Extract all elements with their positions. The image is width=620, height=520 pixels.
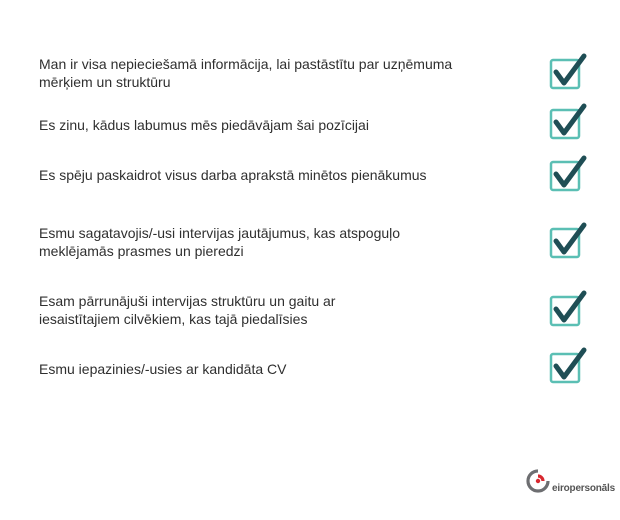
brand-name: eiropersonāls bbox=[552, 483, 615, 494]
checklist-item-1-text: Man ir visa nepieciešamā informācija, lai pastāstītu par uzņēmuma mērķiem un struktūru bbox=[39, 56, 453, 90]
checkmark-box-icon bbox=[547, 103, 587, 143]
checkmark-box-icon bbox=[547, 347, 587, 387]
eiropersonals-logo-icon bbox=[525, 468, 551, 496]
checkmark-box-icon bbox=[547, 290, 587, 330]
checkmark-box-icon bbox=[547, 155, 587, 195]
checklist-item-2-text: Es zinu, kādus labumus mēs piedāvājam šai pozīcijai bbox=[39, 117, 369, 133]
brand-logo bbox=[525, 466, 615, 500]
checklist-item-6-text: Esmu iepazinies/-usies ar kandidāta CV bbox=[39, 361, 287, 377]
checkmark-box-icon bbox=[547, 53, 587, 93]
checklist-item-5-text: Esam pārrunājuši intervijas struktūru un gaitu ar iesaistītajiem cilvēkiem, kas tajā piedalīsies bbox=[39, 293, 336, 327]
checkmark-box-icon bbox=[547, 222, 587, 262]
checklist-item-3-text: Es spēju paskaidrot visus darba aprakstā minētos pienākumus bbox=[39, 167, 427, 183]
checklist-item-4-text: Esmu sagatavojis/-usi intervijas jautājumus, kas atspoguļo meklējamās prasmes un pieredzi bbox=[39, 225, 401, 259]
